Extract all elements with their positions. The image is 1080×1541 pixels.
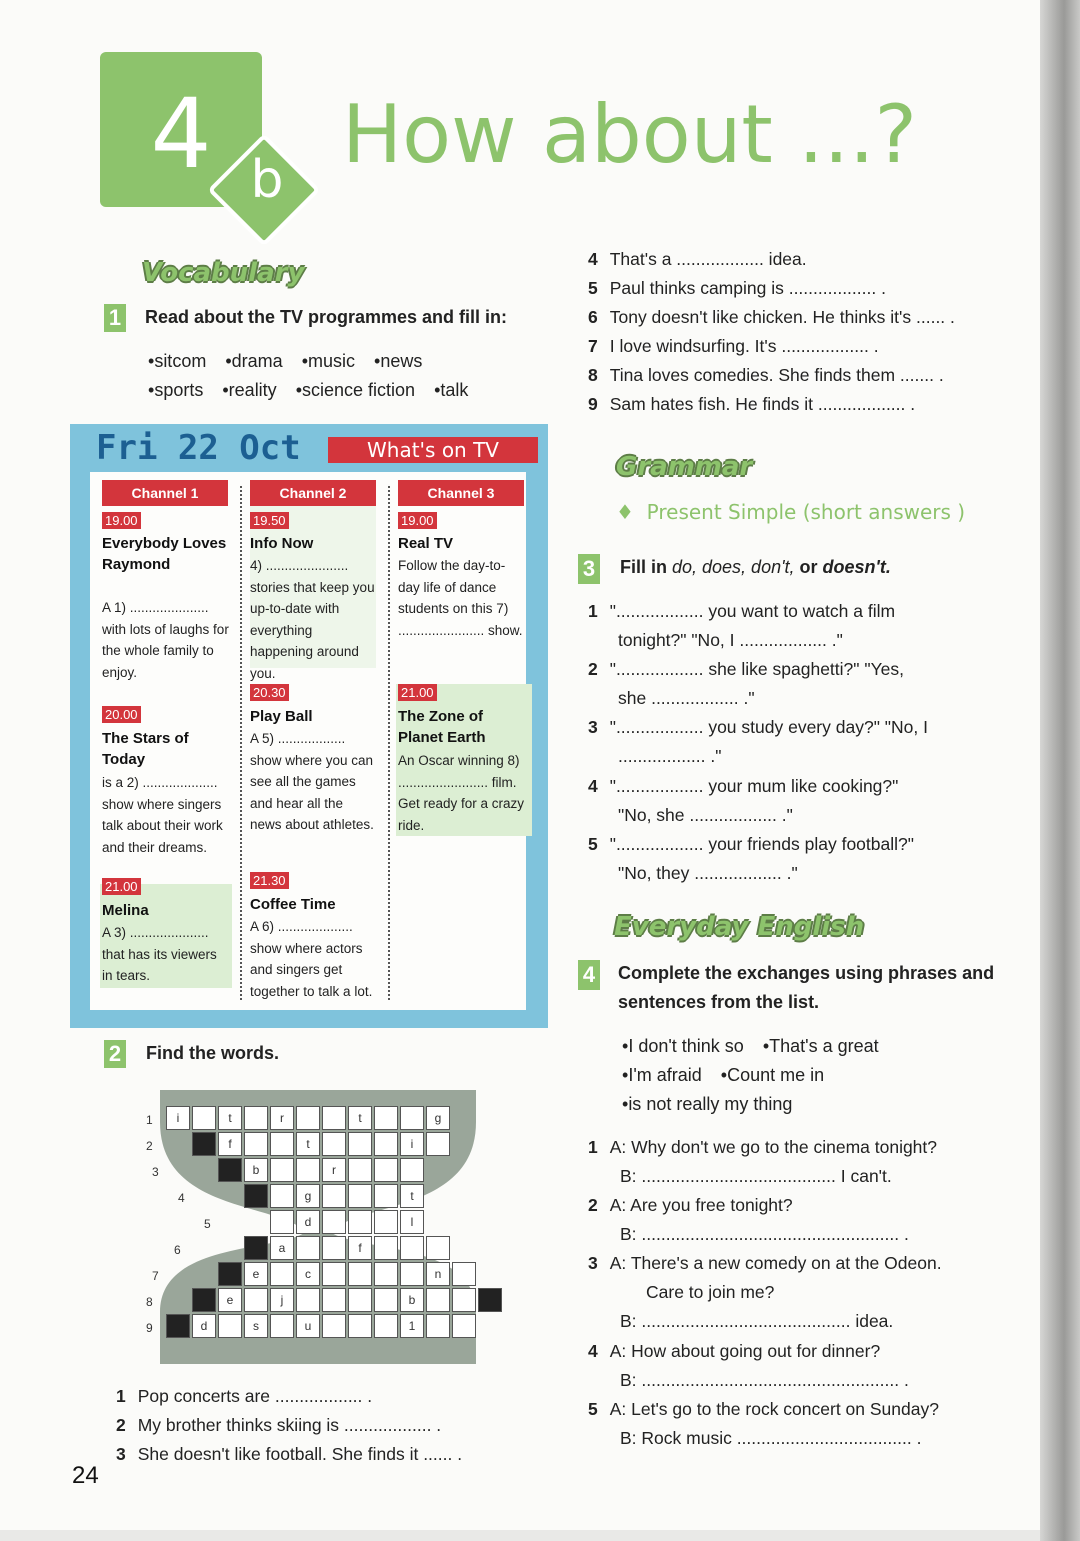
programme-time: 21.00 bbox=[102, 878, 141, 895]
unit-number: 4 bbox=[150, 78, 212, 190]
exercise-4-instruction-line-2: sentences from the list. bbox=[618, 992, 820, 1012]
instruction-forms: do, does, don't, bbox=[672, 557, 795, 577]
exercise-4-number: 4 bbox=[578, 960, 600, 990]
grid-cell[interactable] bbox=[374, 1158, 398, 1182]
tv-guide bbox=[70, 424, 548, 1028]
item-number: 8 bbox=[588, 365, 598, 385]
column-divider bbox=[388, 486, 390, 1000]
grid-cell[interactable]: t bbox=[400, 1184, 424, 1208]
programme-time: 20.30 bbox=[250, 684, 289, 701]
programme-description: 4) ...................... stories that keep you up-to-date with everything happening around you. bbox=[250, 558, 375, 681]
item-number: 2 bbox=[588, 1195, 598, 1215]
grid-cell[interactable] bbox=[426, 1132, 450, 1156]
grid-cell[interactable] bbox=[400, 1158, 424, 1182]
item-line: ".................. she like spaghetti?" "Yes, bbox=[609, 659, 904, 679]
exercise-2-item bbox=[588, 303, 955, 332]
grid-cell[interactable] bbox=[244, 1236, 268, 1260]
grid-cell[interactable]: d bbox=[296, 1210, 320, 1234]
grid-cell[interactable] bbox=[218, 1314, 242, 1338]
exercise-1-instruction: Read about the TV programmes and fill in: bbox=[145, 307, 508, 327]
grid-cell[interactable] bbox=[270, 1132, 294, 1156]
exchange-line-b: B: ..................................................... . bbox=[620, 1370, 909, 1390]
programme-description: A 6) .................... show where actors and singers get together to talk a lot. bbox=[250, 919, 373, 999]
item-text: Sam hates fish. He finds it .................. . bbox=[609, 394, 916, 414]
grid-cell[interactable] bbox=[348, 1288, 372, 1312]
channel-2-header: Channel 2 bbox=[250, 480, 376, 506]
item-number: 4 bbox=[588, 776, 598, 796]
grid-cell[interactable] bbox=[270, 1262, 294, 1286]
grid-cell[interactable] bbox=[478, 1288, 502, 1312]
item-number: 2 bbox=[116, 1415, 126, 1435]
item-text: Paul thinks camping is .................. . bbox=[609, 278, 886, 298]
item-number: 5 bbox=[588, 278, 598, 298]
exercise-2-item bbox=[588, 245, 807, 274]
programme-description: is a 2) .................... show where singers talk about their work and their dreams. bbox=[102, 775, 223, 855]
item-line: ".................. your mum like cooking?" bbox=[609, 776, 899, 796]
grid-cell[interactable] bbox=[452, 1288, 476, 1312]
grid-cell[interactable]: e bbox=[244, 1262, 268, 1286]
grid-cell[interactable] bbox=[322, 1288, 346, 1312]
grid-cell[interactable] bbox=[348, 1132, 372, 1156]
exercise-1-words-row-2 bbox=[148, 380, 482, 401]
vocabulary-heading: Vocabulary bbox=[142, 258, 305, 288]
programme-time: 19.00 bbox=[398, 512, 437, 529]
exercise-2-item bbox=[588, 361, 944, 390]
programme-title: Everybody Loves Raymond bbox=[102, 535, 227, 573]
word-grid bbox=[116, 1080, 496, 1365]
exercise-3-item-cont: "No, they .................. ." bbox=[618, 863, 798, 883]
page-number: 24 bbox=[72, 1462, 99, 1489]
channel-3-header: Channel 3 bbox=[398, 480, 524, 506]
item-number: 3 bbox=[588, 717, 598, 737]
instruction-forms: doesn't. bbox=[822, 557, 891, 577]
exercise-2-item bbox=[588, 332, 879, 361]
grid-cell[interactable] bbox=[400, 1236, 424, 1260]
exchange-line-b: B: ........................................... idea. bbox=[620, 1311, 894, 1331]
grammar-point bbox=[616, 500, 965, 524]
grid-row-number: 2 bbox=[146, 1139, 153, 1153]
grid-cell[interactable]: f bbox=[218, 1132, 242, 1156]
grid-cell[interactable] bbox=[348, 1262, 372, 1286]
item-number: 5 bbox=[588, 1399, 598, 1419]
item-text: She doesn't like football. She finds it ...... . bbox=[137, 1444, 463, 1464]
grid-cell[interactable] bbox=[192, 1106, 216, 1130]
item-number: 9 bbox=[588, 394, 598, 414]
exchange-item bbox=[588, 1337, 880, 1366]
exercise-2-item bbox=[116, 1382, 372, 1411]
exercise-3-item-cont: "No, she .................. ." bbox=[618, 805, 793, 825]
item-number: 3 bbox=[588, 1253, 598, 1273]
phrase-list-row-2 bbox=[622, 1065, 838, 1086]
grid-cell[interactable] bbox=[192, 1132, 216, 1156]
grid-cell[interactable] bbox=[452, 1262, 476, 1286]
exercise-3-item-cont: she .................. ." bbox=[618, 688, 755, 708]
programme-time: 19.50 bbox=[250, 512, 289, 529]
programme-title: Coffee Time bbox=[250, 896, 336, 913]
grid-cell[interactable] bbox=[218, 1158, 242, 1182]
grid-cell[interactable] bbox=[192, 1288, 216, 1312]
page-edge-shadow bbox=[1040, 0, 1080, 1541]
line-a: A: Why don't we go to the cinema tonight? bbox=[609, 1137, 938, 1157]
grid-cell[interactable]: r bbox=[322, 1158, 346, 1182]
word-item: • science fiction bbox=[296, 380, 415, 400]
item-text: That's a .................. idea. bbox=[609, 249, 807, 269]
item-text: My brother thinks skiing is .................. . bbox=[137, 1415, 442, 1435]
exercise-3-item bbox=[588, 655, 904, 684]
grid-cell[interactable] bbox=[374, 1210, 398, 1234]
phrase-list-row-3 bbox=[622, 1094, 806, 1115]
grid-cell[interactable]: e bbox=[218, 1288, 242, 1312]
grid-cell[interactable] bbox=[322, 1132, 346, 1156]
exercise-3-number: 3 bbox=[578, 554, 600, 584]
grid-row-number: 5 bbox=[204, 1217, 211, 1231]
grid-cell[interactable] bbox=[322, 1210, 346, 1234]
item-text: Pop concerts are .................. . bbox=[137, 1386, 373, 1406]
grid-cell[interactable] bbox=[296, 1106, 320, 1130]
line-a: A: There's a new comedy on at the Odeon. bbox=[609, 1253, 942, 1273]
grid-row-number: 4 bbox=[178, 1191, 185, 1205]
exercise-3-item bbox=[588, 597, 895, 626]
grid-cell[interactable]: b bbox=[400, 1288, 424, 1312]
grid-cell[interactable] bbox=[348, 1158, 372, 1182]
grid-cell[interactable] bbox=[322, 1314, 346, 1338]
exchange-line-b: B: Rock music .................................... . bbox=[620, 1428, 922, 1448]
grid-cell[interactable] bbox=[374, 1132, 398, 1156]
programme-description: An Oscar winning 8) ........................ film. Get ready for a crazy ride. bbox=[398, 753, 525, 833]
grid-cell[interactable] bbox=[296, 1158, 320, 1182]
grid-cell[interactable] bbox=[270, 1210, 294, 1234]
exercise-1-number: 1 bbox=[104, 304, 126, 332]
grid-cell[interactable] bbox=[426, 1314, 450, 1338]
word-item: • music bbox=[302, 351, 355, 371]
grid-cell[interactable] bbox=[244, 1132, 268, 1156]
grid-cell[interactable] bbox=[374, 1262, 398, 1286]
programme-description: Follow the day-to-day life of dance students on this 7) ....................... show. bbox=[398, 558, 523, 638]
item-number: 5 bbox=[588, 834, 598, 854]
grid-cell[interactable] bbox=[322, 1106, 346, 1130]
grid-cell[interactable] bbox=[374, 1106, 398, 1130]
grid-cell[interactable]: 1 bbox=[400, 1314, 424, 1338]
grid-cell[interactable]: r bbox=[270, 1106, 294, 1130]
programme-title: Info Now bbox=[250, 535, 314, 552]
item-number: 1 bbox=[116, 1386, 126, 1406]
tv-guide-schedule bbox=[90, 472, 526, 1010]
grid-cell[interactable]: g bbox=[296, 1184, 320, 1208]
exercise-3-item-cont: tonight?" "No, I .................. ." bbox=[618, 630, 843, 650]
exchange-item bbox=[588, 1395, 939, 1424]
grid-cell[interactable]: j bbox=[270, 1288, 294, 1312]
grid-cell[interactable]: s bbox=[244, 1314, 268, 1338]
programme-time: 19.00 bbox=[102, 512, 141, 529]
programme-description: A 5) .................. show where you can see all the games and hear all the news about athletes. bbox=[250, 731, 374, 832]
programme-title: Real TV bbox=[398, 535, 454, 552]
item-line: ".................. you study every day?" "No, I bbox=[609, 717, 928, 737]
exercise-4-instruction-line-1: Complete the exchanges using phrases and bbox=[618, 963, 995, 983]
exercise-3-instruction bbox=[620, 557, 891, 578]
grid-cell[interactable] bbox=[296, 1288, 320, 1312]
grid-cell[interactable]: b bbox=[244, 1158, 268, 1182]
grid-cell[interactable]: c bbox=[296, 1262, 320, 1286]
grid-cell[interactable] bbox=[400, 1106, 424, 1130]
page-title: How about ...? bbox=[342, 88, 917, 181]
phrase-item: • I'm afraid bbox=[622, 1065, 702, 1085]
grid-cell[interactable] bbox=[218, 1262, 242, 1286]
grid-cell[interactable] bbox=[374, 1314, 398, 1338]
grid-cell[interactable] bbox=[348, 1314, 372, 1338]
instruction-text: or bbox=[794, 557, 823, 577]
grid-cell[interactable] bbox=[452, 1314, 476, 1338]
word-item: • drama bbox=[225, 351, 282, 371]
exercise-2-instruction: Find the words. bbox=[146, 1043, 279, 1063]
line-a: A: How about going out for dinner? bbox=[609, 1341, 881, 1361]
diamond-bullet-icon: ♦ bbox=[616, 500, 647, 524]
item-text: Tina loves comedies. She finds them ....... . bbox=[609, 365, 944, 385]
grid-cell[interactable] bbox=[244, 1288, 268, 1312]
programme-time: 21.30 bbox=[250, 872, 289, 889]
item-number: 4 bbox=[588, 1341, 598, 1361]
programme-time: 21.00 bbox=[398, 684, 437, 701]
grid-row-number: 8 bbox=[146, 1295, 153, 1309]
grid-cell[interactable] bbox=[270, 1184, 294, 1208]
phrase-item: • I don't think so bbox=[622, 1036, 744, 1056]
grid-cell[interactable] bbox=[296, 1236, 320, 1260]
grid-row-number: 3 bbox=[152, 1165, 159, 1179]
grid-cell[interactable] bbox=[270, 1314, 294, 1338]
grid-cell[interactable]: t bbox=[348, 1106, 372, 1130]
exercise-1-words-row-1 bbox=[148, 351, 436, 372]
exercise-2-item bbox=[588, 390, 915, 419]
exercise-2-item bbox=[116, 1411, 441, 1440]
column-divider bbox=[240, 486, 242, 1000]
grid-cell[interactable]: g bbox=[426, 1106, 450, 1130]
grid-cell[interactable] bbox=[322, 1262, 346, 1286]
channel-1-header: Channel 1 bbox=[102, 480, 228, 506]
grid-cell[interactable] bbox=[270, 1158, 294, 1182]
phrase-item: • Count me in bbox=[721, 1065, 824, 1085]
programme-title: The Stars of Today bbox=[102, 730, 189, 768]
grid-row-number: 6 bbox=[174, 1243, 181, 1257]
grid-cell[interactable] bbox=[400, 1262, 424, 1286]
grid-cell[interactable] bbox=[322, 1184, 346, 1208]
item-number: 1 bbox=[588, 1137, 598, 1157]
exercise-3-item bbox=[588, 713, 928, 742]
word-item: • sitcom bbox=[148, 351, 206, 371]
programme-description: A 1) ..................... with lots of laughs for the whole family to enjoy. bbox=[102, 600, 229, 680]
grid-cell[interactable]: i bbox=[166, 1106, 190, 1130]
grid-cell[interactable] bbox=[374, 1236, 398, 1260]
grid-cell[interactable] bbox=[244, 1184, 268, 1208]
grid-cell[interactable] bbox=[322, 1236, 346, 1260]
grid-cell[interactable]: t bbox=[296, 1132, 320, 1156]
exchange-line-b: B: ..................................................... . bbox=[620, 1224, 909, 1244]
grid-cell[interactable]: l bbox=[400, 1210, 424, 1234]
phrase-item: • That's a great bbox=[763, 1036, 879, 1056]
word-item: • sports bbox=[148, 380, 203, 400]
grid-cell[interactable]: d bbox=[192, 1314, 216, 1338]
exchange-item bbox=[588, 1249, 942, 1278]
programme-title: Play Ball bbox=[250, 708, 313, 725]
grid-cell[interactable]: u bbox=[296, 1314, 320, 1338]
phrase-item: • is not really my thing bbox=[622, 1094, 792, 1114]
grid-cell[interactable]: a bbox=[270, 1236, 294, 1260]
exercise-3-item-cont: .................. ." bbox=[618, 746, 722, 766]
word-item: • reality bbox=[222, 380, 276, 400]
item-number: 2 bbox=[588, 659, 598, 679]
grid-cell[interactable]: t bbox=[218, 1106, 242, 1130]
grid-cell[interactable]: i bbox=[400, 1132, 424, 1156]
phrase-list-row-1 bbox=[622, 1036, 893, 1057]
grid-cell[interactable] bbox=[348, 1210, 372, 1234]
line-a: A: Are you free tonight? bbox=[609, 1195, 793, 1215]
unit-letter: b bbox=[250, 150, 284, 210]
exercise-3-item bbox=[588, 772, 898, 801]
grid-cell[interactable] bbox=[374, 1288, 398, 1312]
tv-guide-date: Fri 22 Oct bbox=[96, 428, 301, 468]
item-number: 6 bbox=[588, 307, 598, 327]
grid-cell[interactable] bbox=[426, 1288, 450, 1312]
grid-cell[interactable] bbox=[244, 1106, 268, 1130]
everyday-english-heading: Everyday English bbox=[614, 912, 865, 942]
item-number: 1 bbox=[588, 601, 598, 621]
instruction-text: Fill in bbox=[620, 557, 672, 577]
programme-description: A 3) ..................... that has its viewers in tears. bbox=[102, 925, 217, 983]
grid-cell[interactable]: n bbox=[426, 1262, 450, 1286]
item-line: ".................. you want to watch a film bbox=[609, 601, 896, 621]
grid-cell[interactable] bbox=[166, 1314, 190, 1338]
grammar-point-text: Present Simple (short answers ) bbox=[646, 500, 966, 524]
grid-cell[interactable] bbox=[426, 1236, 450, 1260]
item-text: I love windsurfing. It's .................. . bbox=[609, 336, 879, 356]
exercise-3-item bbox=[588, 830, 914, 859]
programme-title: The Zone of Planet Earth bbox=[398, 708, 486, 746]
exercise-2-number: 2 bbox=[104, 1040, 126, 1068]
item-text: Tony doesn't like chicken. He thinks it's ...... . bbox=[609, 307, 955, 327]
grammar-heading: Grammar bbox=[616, 452, 753, 482]
exercise-2-item bbox=[116, 1440, 462, 1469]
grid-row-number: 1 bbox=[146, 1113, 153, 1127]
exercise-2-item bbox=[588, 274, 886, 303]
item-number: 4 bbox=[588, 249, 598, 269]
grid-row-number: 7 bbox=[152, 1269, 159, 1283]
exchange-line-a-cont: Care to join me? bbox=[646, 1282, 775, 1302]
programme-title: Melina bbox=[102, 902, 149, 919]
item-number: 3 bbox=[116, 1444, 126, 1464]
item-number: 7 bbox=[588, 336, 598, 356]
programme-time: 20.00 bbox=[102, 706, 141, 723]
line-a: A: Let's go to the rock concert on Sunday? bbox=[609, 1399, 939, 1419]
item-line: ".................. your friends play football?" bbox=[609, 834, 914, 854]
grid-cell[interactable] bbox=[348, 1184, 372, 1208]
exchange-item bbox=[588, 1133, 937, 1162]
exchange-line-b: B: ........................................ I can't. bbox=[620, 1166, 892, 1186]
tv-guide-tag: What's on TV bbox=[328, 437, 538, 463]
grid-row-number: 9 bbox=[146, 1321, 153, 1335]
word-item: • talk bbox=[434, 380, 468, 400]
grid-cell[interactable] bbox=[374, 1184, 398, 1208]
word-item: • news bbox=[374, 351, 422, 371]
exchange-item bbox=[588, 1191, 793, 1220]
grid-cell[interactable]: f bbox=[348, 1236, 372, 1260]
